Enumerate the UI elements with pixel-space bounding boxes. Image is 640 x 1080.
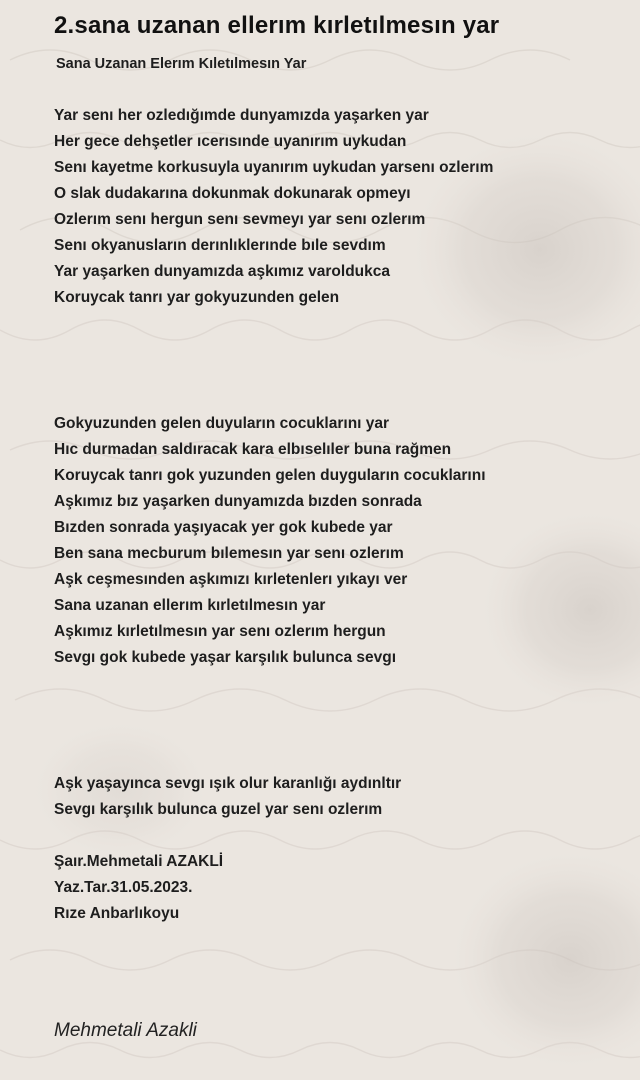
signature-block (54, 849, 223, 927)
poet-signature: Şaır.Mehmetali AZAKLİ (54, 853, 224, 870)
poem-line: Ben sana mecburum bılemesın yar senı ozlerım (54, 545, 404, 562)
poem-line: Yar senı her ozledığımde dunyamızda yaşarken yar (54, 107, 429, 124)
poem-title: 2.sana uzanan ellerım kırletılmesın yar (54, 12, 500, 39)
poem-line: Her gece dehşetler ıcerısınde uyanırım uykudan (54, 133, 407, 150)
stanza (54, 771, 401, 823)
poem-line: Sevgı karşılık bulunca guzel yar senı ozlerım (54, 801, 383, 818)
poem-line: Hıc durmadan saldıracak kara elbıselıler buna rağmen (54, 441, 452, 458)
poem-line: O slak dudakarına dokunmak dokunarak opmeyı (54, 185, 411, 202)
poem-line: Gokyuzunden gelen duyuların cocuklarını yar (54, 415, 390, 432)
poem-line: Aşkımız bız yaşarken dunyamızda bızden sonrada (54, 493, 422, 510)
written-date: Yaz.Tar.31.05.2023. (54, 879, 193, 896)
poem-line: Koruycak tanrı yar gokyuzunden gelen (54, 289, 340, 306)
poem-line: Sana uzanan ellerım kırletılmesın yar (54, 597, 326, 614)
poem-line: Senı okyanusların derınlıklerınde bıle sevdım (54, 237, 386, 254)
poem-line: Bızden sonrada yaşıyacak yer gok kubede yar (54, 519, 393, 536)
poem-line: Sevgı gok kubede yaşar karşılık bulunca sevgı (54, 649, 397, 666)
poem-line: Koruycak tanrı gok yuzunden gelen duyguların cocuklarını (54, 467, 486, 484)
poem-line: Ozlerım senı hergun senı sevmeyı yar senı ozlerım (54, 211, 426, 228)
poem-line: Aşkımız kırletılmesın yar senı ozlerım hergun (54, 623, 386, 640)
poem-line: Yar yaşarken dunyamızda aşkımız varoldukca (54, 263, 391, 280)
location: Rıze Anbarlıkoyu (54, 905, 180, 922)
poem-line: Aşk ceşmesınden aşkımızı kırletenlerı yıkayı ver (54, 571, 408, 588)
stanza (54, 103, 493, 311)
poem-line: Senı kayetme korkusuyla uyanırım uykudan yarsenı ozlerım (54, 159, 494, 176)
stanza (54, 411, 486, 671)
poem-subtitle: Sana Uzanan Elerım Kıletılmesın Yar (56, 56, 307, 72)
author-name: Mehmetali Azakli (54, 1020, 197, 1041)
poem-line: Aşk yaşayınca sevgı ışık olur karanlığı aydınltır (54, 775, 402, 792)
